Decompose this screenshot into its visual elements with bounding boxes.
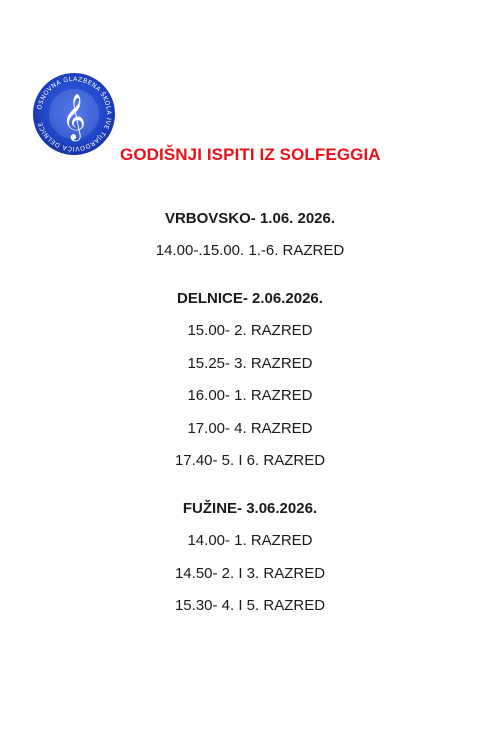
page-title: GODIŠNJI ISPITI IZ SOLFEGGIA xyxy=(120,145,381,164)
schedule-line: 14.00-.15.00. 1.-6. RAZRED xyxy=(155,242,345,259)
treble-clef-icon xyxy=(62,94,86,142)
schedule-line: 15.25- 3. RAZRED xyxy=(187,354,313,372)
school-seal xyxy=(32,72,116,156)
schedule-line: 16.00- 1. RAZRED xyxy=(187,387,313,404)
svg-text:𝄞: 𝄞 xyxy=(62,94,86,140)
schedule-section-vrbovsko xyxy=(0,208,500,262)
section-heading: VRBOVSKO- 1.06. 2026. xyxy=(164,210,336,227)
exam-schedule xyxy=(0,208,500,643)
section-heading: FUŽINE- 3.06.2026. xyxy=(182,500,318,517)
schedule-section-delnice xyxy=(0,288,500,472)
svg-text:OSNOVNA GLAZBENA ŠKOLA IVE TIJ: OSNOVNA GLAZBENA ŠKOLA IVE TIJARDOVIĆA DELNICE xyxy=(36,75,113,153)
schedule-section-fuzine xyxy=(0,498,500,617)
schedule-line: 15.30- 4. I 5. RAZRED xyxy=(174,597,326,614)
schedule-line: 17.00- 4. RAZRED xyxy=(187,419,313,437)
schedule-line: 14.50- 2. I 3. RAZRED xyxy=(174,564,326,582)
schedule-line: 14.00- 1. RAZRED xyxy=(187,532,313,549)
section-heading: DELNICE- 2.06.2026. xyxy=(177,290,323,307)
schedule-line: 15.00- 2. RAZRED xyxy=(187,322,313,339)
school-logo xyxy=(32,72,116,156)
schedule-line: 17.40- 5. I 6. RAZRED xyxy=(174,452,326,469)
